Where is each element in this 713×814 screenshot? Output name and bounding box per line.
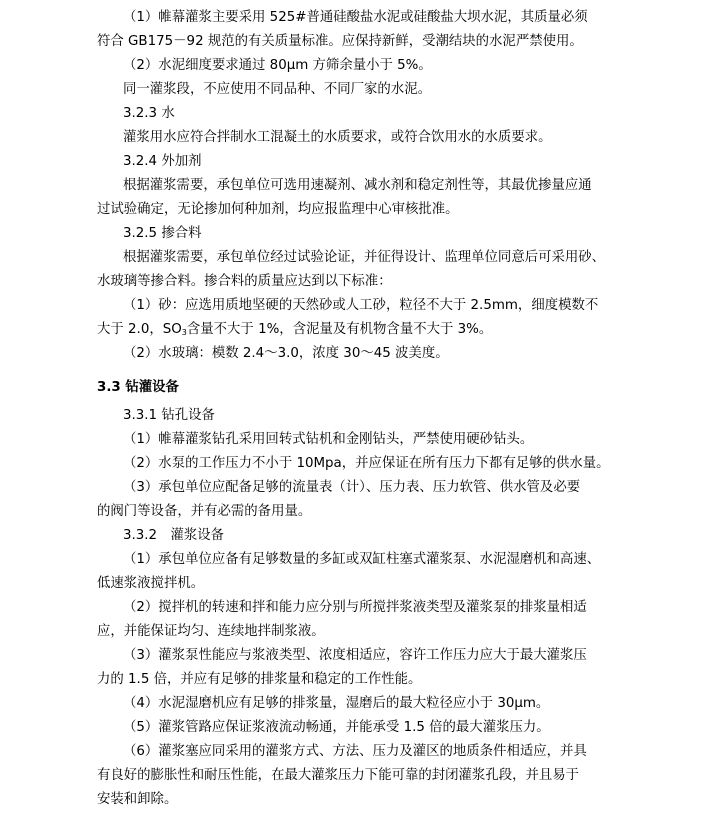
section-heading-3-2-3: 3.2.3 水 <box>123 106 175 121</box>
paragraph-line: （2）水玻璃：模数 2.4～3.0，浓度 30～45 波美度。 <box>123 346 449 361</box>
paragraph-line: 灌浆用水应符合拌制水工混凝土的水质要求，或符合饮用水的水质要求。 <box>123 130 552 145</box>
paragraph-line: 力的 1.5 倍，并应有足够的排浆量和稳定的工作性能。 <box>97 672 422 687</box>
paragraph-line: 的阀门等设备，并有必需的备用量。 <box>97 504 312 519</box>
paragraph-line: 根据灌浆需要，承包单位经过试验论证，并征得设计、监理单位同意后可采用砂、 <box>123 250 606 265</box>
paragraph-line: 根据灌浆需要，承包单位可选用速凝剂、减水剂和稳定剂性等，其最优掺量应通 <box>123 178 592 193</box>
section-heading-3-2-5: 3.2.5 掺合料 <box>123 226 202 241</box>
line-text-pre: 大于 2.0，SO <box>97 322 182 337</box>
paragraph-line: （1）砂：应选用质地坚硬的天然砂或人工砂，粒径不大于 2.5mm，细度模数不 <box>123 298 599 313</box>
paragraph-line: （3）灌浆泵性能应与浆液类型、浓度相适应，容许工作压力应大于最大灌浆压 <box>123 648 587 663</box>
paragraph-line: （3）承包单位应配备足够的流量表（计）、压力表、压力软管、供水管及必要 <box>123 480 581 495</box>
paragraph-line: （1）帷幕灌浆钻孔采用回转式钻机和金刚钻头，严禁使用硬砂钻头。 <box>123 432 534 447</box>
section-heading-3-3-2: 3.3.2 灌浆设备 <box>123 528 225 543</box>
subscript-text: 3 <box>181 328 187 337</box>
section-heading-3-3: 3.3 钻灌设备 <box>97 380 179 395</box>
paragraph-line-with-subscript <box>97 320 492 340</box>
paragraph-line: 同一灌浆段，不应使用不同品种、不同厂家的水泥。 <box>123 82 431 97</box>
paragraph-line: 符合 GB175－92 规范的有关质量标准。应保持新鲜，受潮结块的水泥严禁使用。 <box>97 34 583 49</box>
paragraph-line: 应，并能保证均匀、连续地拌制浆液。 <box>97 624 325 639</box>
paragraph-line: （5）灌浆管路应保证浆液流动畅通，并能承受 1.5 倍的最大灌浆压力。 <box>123 720 550 735</box>
paragraph-line: （2）搅拌机的转速和拌和能力应分别与所搅拌浆液类型及灌浆泵的排浆量相适 <box>123 600 587 615</box>
paragraph-line: 低速浆液搅拌机。 <box>97 576 205 591</box>
paragraph-line: （2）水泥细度要求通过 80μm 方筛余量小于 5%。 <box>123 58 432 73</box>
paragraph-line: 过试验确定，无论掺加何种加剂，均应报监理中心审核批准。 <box>97 202 459 217</box>
paragraph-line: （6）灌浆塞应同采用的灌浆方式、方法、压力及灌区的地质条件相适应，并具 <box>123 744 587 759</box>
section-heading-3-3-1: 3.3.1 钻孔设备 <box>123 408 215 423</box>
paragraph-line: （4）水泥湿磨机应有足够的排浆量，湿磨后的最大粒径应小于 30μm。 <box>123 696 550 711</box>
paragraph-line: （2）水泵的工作压力不小于 10Mpa，并应保证在所有压力下都有足够的供水量。 <box>123 456 610 471</box>
paragraph-line: 水玻璃等掺合料。掺合料的质量应达到以下标准： <box>97 274 392 289</box>
paragraph-line: 有良好的膨胀性和耐压性能，在最大灌浆压力下能可靠的封闭灌浆孔段，并且易于 <box>97 768 580 783</box>
paragraph-line: （1）帷幕灌浆主要采用 525#普通硅酸盐水泥或硅酸盐大坝水泥，其质量必须 <box>123 10 588 25</box>
line-text-post: 含量不大于 1%，含泥量及有机物含量不大于 3%。 <box>186 322 493 337</box>
paragraph-line: 安装和卸除。 <box>97 792 178 807</box>
paragraph-line: （1）承包单位应备有足够数量的多缸或双缸柱塞式灌浆泵、水泥湿磨机和高速、 <box>123 552 601 567</box>
section-heading-3-2-4: 3.2.4 外加剂 <box>123 154 202 169</box>
